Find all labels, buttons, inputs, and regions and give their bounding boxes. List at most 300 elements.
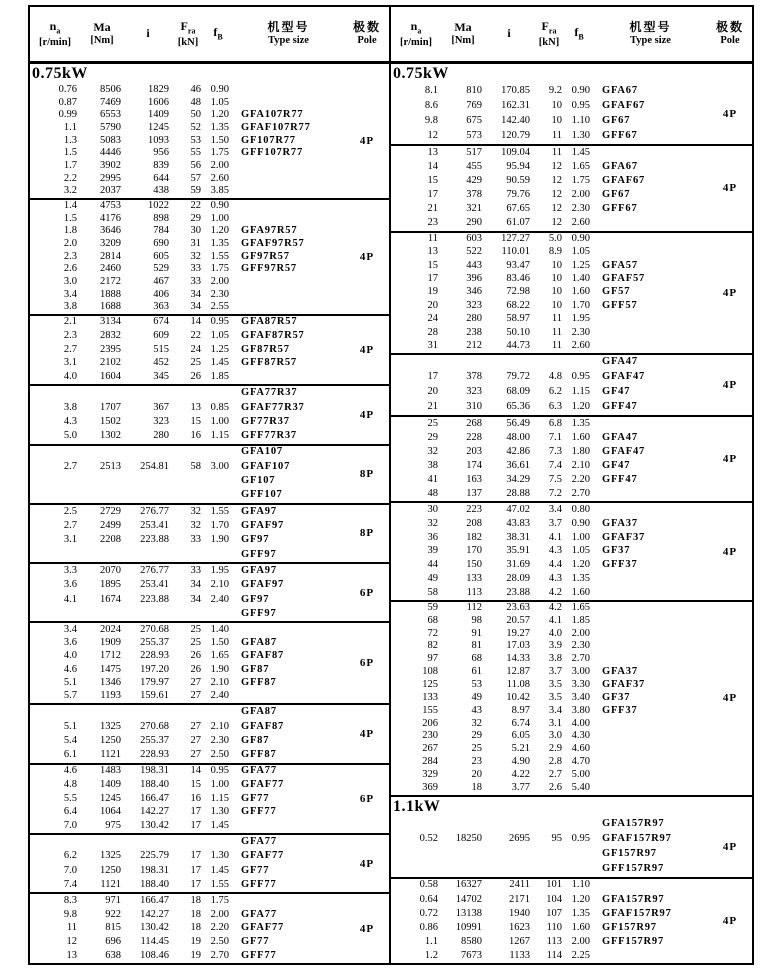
cell-na: 12 [427, 130, 438, 142]
model-cell: GFA97R57 [241, 225, 298, 237]
cell-na: 8.6 [424, 100, 438, 112]
cell-i: 166.47 [140, 792, 169, 804]
model-cell: GFF67 [602, 130, 638, 142]
cell-na: 2.7 [63, 460, 77, 472]
cell-fb: 1.45 [210, 864, 229, 876]
model-group [30, 503, 389, 562]
table-row [391, 431, 708, 445]
cell-i: 130.42 [140, 922, 169, 934]
cell-na: 20 [427, 386, 438, 398]
cell-fra: 14 [190, 316, 201, 328]
table-row [391, 705, 708, 718]
cell-ma: 1502 [100, 415, 121, 427]
model-cell: GF97R57 [241, 250, 290, 262]
model-cell: GFA67 [602, 85, 638, 97]
cell-fb: 1.00 [210, 778, 229, 790]
ratings-table [28, 5, 754, 965]
model-cell: GFA47 [602, 431, 638, 443]
cell-ma: 1888 [100, 288, 121, 300]
cell-fb: 0.95 [210, 316, 229, 328]
model-cell: GF97 [241, 593, 270, 605]
cell-fb: 2.60 [210, 172, 229, 184]
model-cell: GF107 [241, 475, 276, 487]
cell-fra: 5.0 [548, 232, 562, 244]
cell-fra: 17 [190, 850, 201, 862]
cell-i: 1267 [509, 935, 530, 947]
group-rows [30, 84, 345, 198]
cell-ma: 1409 [100, 778, 121, 790]
table-row [30, 489, 345, 503]
cell-i: 162.31 [501, 100, 530, 112]
cell-na: 2.3 [63, 330, 77, 342]
col-header-torque: Ma [Nm] [451, 20, 475, 47]
group-rows [30, 446, 345, 503]
table-row [391, 355, 708, 370]
cell-fb: 0.95 [571, 832, 590, 844]
model-cell: GFF77R37 [241, 430, 297, 442]
table-row [391, 531, 708, 545]
cell-fb: 2.30 [571, 640, 590, 652]
cell-ma: 81 [471, 640, 482, 652]
cell-na: 1.5 [63, 212, 77, 224]
cell-fb: 2.70 [210, 949, 229, 961]
cell-fb: 3.40 [571, 691, 590, 703]
model-group [30, 84, 389, 198]
cell-fb: 0.80 [571, 504, 590, 516]
cell-fb: 1.70 [210, 520, 229, 532]
cell-i: 197.20 [140, 663, 169, 675]
cell-fra: 3.8 [548, 653, 562, 665]
cell-i: 4.90 [511, 756, 530, 768]
table-row [391, 879, 708, 893]
cell-i: 8.97 [511, 704, 530, 716]
cell-fra: 18 [190, 908, 201, 920]
cell-fb: 1.80 [571, 446, 590, 457]
model-cell: GFA157R97 [602, 817, 665, 829]
cell-i: 3.77 [511, 781, 530, 793]
model-group [391, 877, 752, 963]
cell-na: 17 [427, 273, 438, 285]
cell-i: 1829 [148, 84, 169, 96]
cell-fb: 1.00 [210, 212, 229, 224]
cell-fra: 3.5 [548, 679, 562, 691]
group-rows [30, 564, 345, 621]
model-cell: GFA87 [241, 706, 277, 718]
model-cell: GFAF97R57 [241, 237, 305, 249]
cell-fra: 16 [190, 792, 201, 804]
cell-fb: 1.75 [571, 175, 590, 187]
table-row [391, 487, 708, 501]
cell-ma: 2037 [100, 185, 121, 197]
cell-fra: 15 [190, 415, 201, 427]
cell-fra: 22 [190, 330, 201, 342]
cell-fb: 1.35 [210, 122, 229, 134]
table-row [391, 756, 708, 769]
table-row [30, 147, 345, 160]
pole-cell: 4P [722, 914, 738, 927]
cell-ma: 378 [466, 371, 482, 383]
cell-fra: 3.7 [548, 666, 562, 678]
model-cell: GF57 [602, 286, 631, 298]
cell-fb: 2.50 [210, 936, 229, 948]
cell-fb: 2.50 [210, 749, 229, 761]
table-row [30, 564, 345, 578]
table-row [30, 650, 345, 663]
cell-fra: 7.2 [548, 488, 562, 500]
cell-fb: 1.05 [571, 545, 590, 557]
cell-ma: 769 [466, 100, 482, 112]
cell-i: 228.93 [140, 749, 169, 761]
cell-na: 68 [427, 614, 438, 626]
cell-fra: 46 [190, 84, 201, 96]
cell-fra: 17 [190, 878, 201, 890]
table-row [391, 572, 708, 586]
cell-ma: 18250 [455, 832, 482, 844]
cell-fra: 3.7 [548, 517, 562, 529]
table-row [391, 445, 708, 459]
cell-fb: 3.00 [210, 460, 229, 472]
table-row [391, 313, 708, 326]
cell-fra: 113 [546, 935, 562, 947]
table-row [30, 548, 345, 562]
table-row [30, 908, 345, 922]
cell-ma: 1674 [100, 593, 121, 605]
cell-ma: 1475 [100, 663, 121, 675]
cell-i: 110.01 [501, 246, 530, 258]
cell-na: 3.2 [63, 185, 77, 197]
model-group [391, 231, 752, 353]
cell-ma: 1483 [100, 765, 121, 777]
cell-na: 3.4 [63, 623, 77, 635]
power-section-title: 1.1kW [391, 795, 752, 817]
model-cell: GF87 [241, 663, 270, 675]
cell-fb: 1.20 [210, 109, 229, 121]
cell-fb: 2.25 [571, 949, 590, 961]
cell-na: 230 [422, 730, 438, 742]
cell-na: 4.6 [63, 765, 77, 777]
model-cell: GFAF97 [241, 579, 285, 591]
cell-i: 1245 [148, 122, 169, 134]
cell-fra: 11 [551, 339, 562, 351]
table-row [30, 864, 345, 878]
cell-ma: 68 [471, 653, 482, 665]
group-rows [391, 503, 708, 599]
cell-na: 3.1 [63, 534, 77, 546]
table-row [391, 769, 708, 782]
cell-i: 276.77 [140, 505, 169, 517]
cell-fra: 15 [190, 778, 201, 790]
table-row [30, 705, 345, 719]
cell-na: 5.4 [63, 734, 77, 746]
cell-fb: 2.10 [210, 677, 229, 689]
cell-fra: 26 [190, 371, 201, 383]
cell-fra: 25 [190, 357, 201, 369]
model-cell: GFF87R57 [241, 357, 297, 369]
table-row [30, 533, 345, 547]
cell-ma: 975 [105, 820, 121, 832]
table-row [391, 503, 708, 517]
table-row [30, 200, 345, 213]
cell-ma: 53 [471, 679, 482, 691]
model-cell: GFF107 [241, 489, 283, 501]
table-row [391, 188, 708, 202]
table-row [391, 233, 708, 246]
cell-ma: 3134 [100, 316, 121, 328]
cell-na: 3.1 [63, 357, 77, 369]
table-row [30, 250, 345, 263]
cell-fb: 0.90 [210, 84, 229, 96]
table-row [391, 246, 708, 259]
pole-cell: 6P [359, 792, 375, 805]
cell-fb: 4.00 [571, 717, 590, 729]
model-cell: GFAF77R37 [241, 401, 305, 413]
pole-cell: 8P [359, 468, 375, 481]
model-cell: GFAF67 [602, 175, 646, 187]
model-cell: GFAF47 [602, 446, 646, 457]
model-cell: GFF77 [241, 878, 277, 890]
model-cell: GFA97 [241, 565, 277, 577]
table-row [30, 806, 345, 820]
cell-ma: 98 [471, 614, 482, 626]
cell-na: 5.5 [63, 792, 77, 804]
cell-na: 38 [427, 460, 438, 472]
cell-ma: 1688 [100, 301, 121, 313]
cell-ma: 23 [471, 756, 482, 768]
cell-fra: 17 [190, 806, 201, 818]
cell-fb: 1.65 [571, 601, 590, 613]
cell-na: 8.1 [424, 85, 438, 97]
table-row [30, 316, 345, 330]
cell-i: 898 [153, 212, 169, 224]
cell-i: 28.09 [506, 572, 530, 584]
cell-ma: 228 [466, 431, 482, 443]
cell-fra: 107 [546, 907, 562, 919]
cell-fb: 1.10 [571, 115, 590, 127]
cell-ma: 922 [105, 908, 121, 920]
cell-na: 7.0 [63, 864, 77, 876]
table-row [391, 627, 708, 640]
cell-i: 58.97 [506, 313, 530, 325]
cell-i: 363 [153, 301, 169, 313]
cell-ma: 2814 [100, 250, 121, 262]
cell-na: 4.3 [63, 415, 77, 427]
cell-fb: 1.70 [571, 299, 590, 311]
cell-ma: 113 [466, 586, 482, 598]
model-cell: GF87 [241, 734, 270, 746]
cell-i: 108.46 [140, 949, 169, 961]
cell-fb: 3.85 [210, 185, 229, 197]
model-cell: GF87R57 [241, 343, 290, 355]
cell-fra: 27 [190, 720, 201, 732]
cell-i: 127.27 [501, 232, 530, 244]
col-header-speed: $n_a$ [r/min] [399, 18, 433, 48]
cell-ma: 2024 [100, 623, 121, 635]
cell-fb: 1.85 [210, 371, 229, 383]
col-header-ratio: i [146, 26, 150, 41]
cell-fb: 4.60 [571, 743, 590, 755]
cell-na: 0.64 [419, 893, 438, 905]
cell-i: 42.86 [506, 446, 530, 457]
cell-ma: 8506 [100, 84, 121, 96]
cell-fra: 7.3 [548, 446, 562, 457]
table-row [391, 679, 708, 692]
cell-i: 179.97 [140, 677, 169, 689]
cell-i: 198.31 [140, 765, 169, 777]
model-group [30, 763, 389, 834]
cell-i: 68.09 [506, 386, 530, 398]
cell-ma: 43 [471, 704, 482, 716]
cell-na: 30 [427, 504, 438, 516]
cell-fra: 4.3 [548, 572, 562, 584]
group-rows [30, 835, 345, 892]
table-row [30, 922, 345, 936]
cell-fra: 2.8 [548, 756, 562, 768]
cell-i: 1093 [148, 134, 169, 146]
model-cell: GF107R77 [241, 134, 296, 146]
cell-fra: 27 [190, 749, 201, 761]
cell-fra: 13 [190, 401, 201, 413]
cell-fb: 1.85 [571, 614, 590, 626]
model-cell: GFAF87 [241, 650, 285, 662]
cell-fra: 32 [190, 520, 201, 532]
cell-fra: 9.2 [548, 85, 562, 97]
cell-ma: 5083 [100, 134, 121, 146]
table-row [30, 401, 345, 415]
cell-na: 4.8 [63, 778, 77, 790]
model-cell: GFAF157R97 [602, 832, 672, 844]
cell-ma: 1250 [100, 864, 121, 876]
table-row [30, 677, 345, 690]
cell-fra: 7.5 [548, 474, 562, 486]
cell-ma: 517 [466, 146, 482, 158]
cell-ma: 2395 [100, 343, 121, 355]
model-cell: GFA37 [602, 666, 638, 678]
cell-i: 14.33 [506, 653, 530, 665]
table-row [30, 607, 345, 621]
cell-ma: 971 [105, 895, 121, 907]
cell-ma: 91 [471, 627, 482, 639]
table-row [391, 99, 708, 114]
cell-i: 23.63 [506, 601, 530, 613]
cell-fb: 0.90 [571, 85, 590, 97]
table-row [391, 817, 708, 832]
cell-fra: 19 [190, 936, 201, 948]
cell-fra: 10 [551, 259, 562, 271]
cell-na: 3.6 [63, 579, 77, 591]
cell-fb: 2.10 [210, 579, 229, 591]
group-rows [30, 316, 345, 385]
cell-fb: 2.00 [571, 189, 590, 201]
cell-ma: 170 [466, 545, 482, 557]
model-cell: GF97 [241, 534, 270, 546]
cell-i: 280 [153, 430, 169, 442]
cell-fb: 1.35 [571, 417, 590, 429]
cell-fra: 3.0 [548, 730, 562, 742]
cell-i: 17.03 [506, 640, 530, 652]
model-cell: GFA97 [241, 505, 277, 517]
cell-i: 44.73 [506, 339, 530, 351]
cell-i: 270.68 [140, 720, 169, 732]
cell-ma: 1909 [100, 637, 121, 649]
cell-na: 133 [422, 691, 438, 703]
cell-fra: 18 [190, 895, 201, 907]
model-cell: GFAF157R97 [602, 907, 672, 919]
cell-ma: 290 [466, 217, 482, 229]
model-group [30, 892, 389, 963]
model-cell: GF67 [602, 189, 631, 201]
model-group [391, 144, 752, 230]
cell-na: 5.1 [63, 720, 77, 732]
cell-i: 20.57 [506, 614, 530, 626]
cell-na: 82 [427, 640, 438, 652]
cell-ma: 1193 [100, 690, 121, 702]
table-row [391, 832, 708, 847]
table-row [30, 878, 345, 892]
table-row [391, 84, 708, 99]
cell-ma: 49 [471, 691, 482, 703]
cell-na: 2.1 [63, 316, 77, 328]
cell-fb: 1.05 [210, 330, 229, 342]
cell-na: 6.1 [63, 749, 77, 761]
cell-fra: 48 [190, 96, 201, 108]
cell-ma: 7469 [100, 96, 121, 108]
cell-fra: 27 [190, 734, 201, 746]
table-row [391, 259, 708, 272]
cell-fra: 11 [551, 326, 562, 338]
cell-na: 0.86 [419, 921, 438, 933]
table-row [391, 921, 708, 935]
cell-na: 23 [427, 217, 438, 229]
cell-fb: 2.00 [210, 160, 229, 172]
cell-i: 253.41 [140, 579, 169, 591]
cell-fb: 1.30 [210, 806, 229, 818]
cell-i: 255.37 [140, 637, 169, 649]
table-row [391, 666, 708, 679]
model-cell: GFA87 [241, 637, 277, 649]
cell-i: 5.21 [511, 743, 530, 755]
table-row [30, 474, 345, 488]
cell-na: 3.3 [63, 565, 77, 577]
cell-ma: 810 [466, 85, 482, 97]
left-table-body [30, 64, 389, 963]
cell-i: 1623 [509, 921, 530, 933]
cell-ma: 3209 [100, 237, 121, 249]
cell-ma: 321 [466, 203, 482, 215]
cell-fra: 8.9 [548, 246, 562, 258]
pole-cell: 4P [359, 922, 375, 935]
cell-na: 15 [427, 175, 438, 187]
cell-fra: 3.5 [548, 691, 562, 703]
cell-i: 225.79 [140, 850, 169, 862]
table-row [30, 263, 345, 276]
cell-fra: 19 [190, 949, 201, 961]
model-cell: GFAF77 [241, 922, 285, 934]
cell-ma: 2208 [100, 534, 121, 546]
cell-na: 0.99 [58, 109, 77, 121]
cell-ma: 5790 [100, 122, 121, 134]
table-row [30, 84, 345, 97]
cell-ma: 455 [466, 161, 482, 173]
cell-i: 50.10 [506, 326, 530, 338]
table-row [30, 765, 345, 779]
cell-fb: 1.95 [571, 313, 590, 325]
cell-fra: 6.8 [548, 417, 562, 429]
cell-fb: 1.50 [210, 637, 229, 649]
model-group [391, 501, 752, 599]
cell-i: 4.22 [511, 768, 530, 780]
table-row [30, 238, 345, 251]
cell-i: 90.59 [506, 175, 530, 187]
